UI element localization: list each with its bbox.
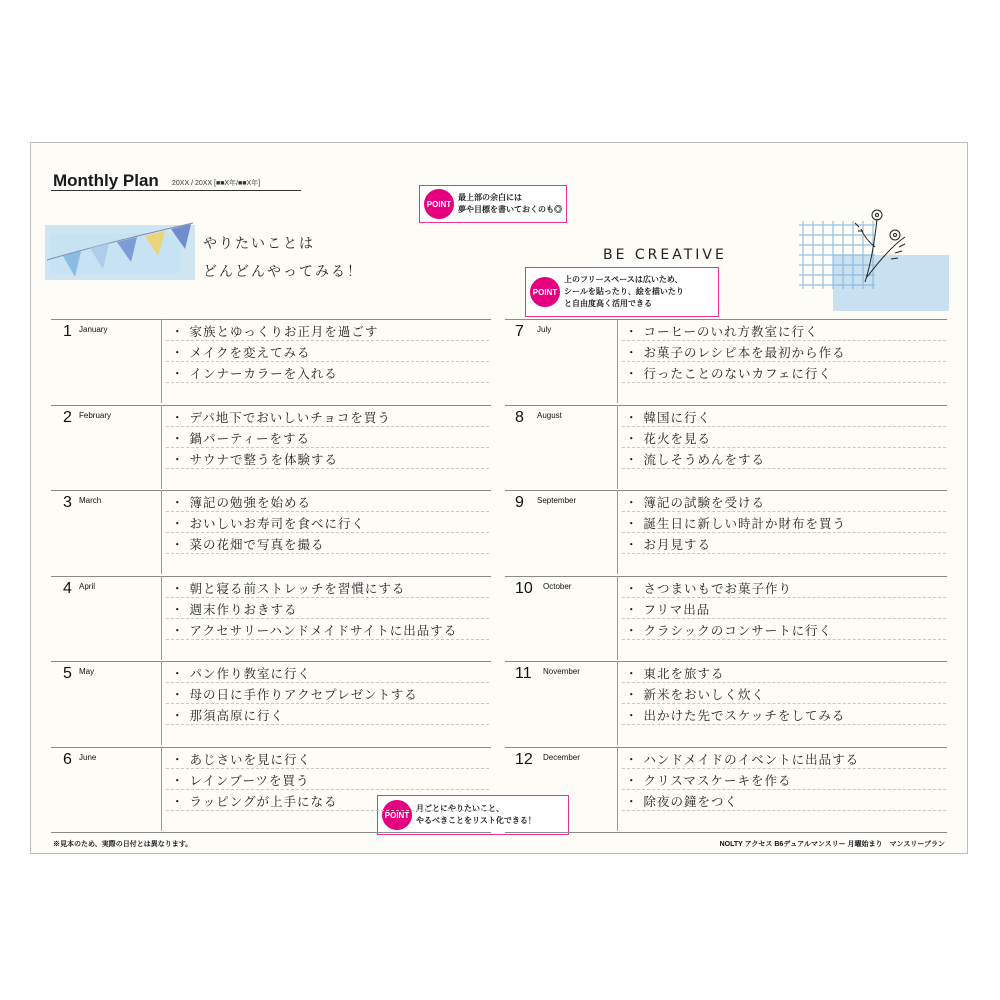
month-number: 4	[63, 579, 72, 597]
month-divider	[505, 490, 947, 491]
task-line	[166, 703, 489, 704]
month-number: 8	[515, 408, 524, 426]
point-callout-list	[377, 795, 569, 835]
task-item: ・ 除夜の鐘をつく	[625, 793, 738, 809]
month-name: April	[79, 581, 96, 591]
month-name: December	[543, 752, 580, 762]
planner-page	[30, 142, 968, 854]
task-item: ・ お菓子のレシピ本を最初から作る	[625, 345, 846, 360]
task-item: ・ あじさいを見に行く	[171, 751, 311, 767]
task-item: ・ お月見する	[625, 537, 711, 552]
point-badge: POINT	[530, 277, 560, 307]
task-item: ・ メイクを変えてみる	[171, 345, 311, 360]
task-line	[166, 553, 489, 554]
month-name: May	[79, 667, 95, 676]
month-divider	[505, 661, 947, 662]
task-line	[622, 447, 946, 448]
task-item: ・ 行ったことのないカフェに行く	[625, 366, 832, 381]
task-line	[166, 768, 489, 769]
month-column-divider	[617, 490, 618, 574]
month-divider	[505, 405, 947, 406]
task-item: ・ 出かけた先でスケッチをしてみる	[625, 708, 846, 723]
month-number: 7	[515, 323, 524, 340]
task-line	[622, 682, 946, 683]
month-divider	[51, 661, 491, 662]
month-column-divider	[161, 576, 162, 660]
flower-grid-illustration	[795, 207, 955, 317]
task-item: ・ 誕生日に新しい時計か財布を買う	[625, 516, 846, 531]
point-callout-top	[419, 185, 567, 223]
task-item: ・ 新米をおいしく炊く	[625, 687, 765, 702]
point-badge: POINT	[424, 189, 454, 219]
task-item: ・ デパ地下でおいしいチョコを買う	[171, 409, 391, 425]
task-line	[166, 810, 489, 811]
task-item: ・ 花火を見る	[625, 430, 711, 446]
month-column-divider	[161, 405, 162, 489]
creative-text: BE CREATIVE	[603, 247, 727, 263]
month-name: November	[543, 667, 580, 676]
month-number: 12	[515, 750, 533, 768]
month-name: July	[537, 325, 552, 334]
month-column-divider	[161, 747, 162, 831]
month-number: 9	[515, 494, 524, 511]
product-name: NOLTY アクセス B6デュアルマンスリー 月曜始まり マンスリープラン	[719, 841, 945, 848]
month-divider	[51, 747, 491, 748]
month-name: February	[79, 410, 112, 420]
month-name: March	[79, 496, 102, 505]
task-line	[166, 639, 489, 640]
task-line	[166, 724, 489, 725]
month-column-divider	[161, 661, 162, 745]
task-item: ・ インナーカラーを入れる	[171, 366, 338, 381]
month-divider	[51, 405, 491, 406]
month-column-divider	[617, 747, 618, 831]
title-underline	[51, 190, 301, 191]
task-item: ・ 東北を旅する	[625, 666, 725, 681]
task-item: ・ フリマ出品	[625, 601, 711, 617]
month-number: 2	[63, 408, 72, 426]
month-number: 11	[515, 665, 532, 682]
task-item: ・ ハンドメイドのイベントに出品する	[625, 751, 860, 767]
task-line	[622, 426, 946, 427]
task-line	[166, 447, 489, 448]
point-text-line: 月ごとにやりたいこと、	[416, 804, 504, 813]
task-line	[622, 361, 946, 362]
task-item: ・ 韓国に行く	[625, 409, 711, 425]
point-callout-free-space	[525, 267, 719, 317]
task-item: ・ さつまいもでお菓子作り	[625, 580, 792, 596]
year-label: 20XX / 20XX [■■X年/■■X年]	[172, 180, 261, 187]
point-text-line: 夢や目標を書いておくのも◎	[458, 205, 562, 214]
month-column-divider	[617, 405, 618, 489]
month-divider	[51, 576, 491, 577]
task-item: ・ アクセサリーハンドメイドサイトに出品する	[171, 622, 458, 638]
task-item: ・ 流しそうめんをする	[625, 451, 765, 467]
task-item: ・ 鍋パーティーをする	[171, 430, 310, 446]
task-line	[622, 511, 946, 512]
task-line	[622, 553, 946, 554]
month-name: January	[79, 325, 108, 334]
sample-note: ※見本のため、実際の日付とは異なります。	[53, 841, 193, 848]
month-number: 5	[63, 665, 72, 682]
month-number: 6	[63, 750, 72, 768]
month-divider	[51, 490, 491, 491]
task-line	[166, 511, 489, 512]
month-name: September	[537, 496, 577, 505]
task-item: ・ 菜の花畑で写真を撮る	[171, 537, 325, 552]
task-line	[622, 532, 946, 533]
month-name: August	[537, 410, 562, 420]
point-text-line: 最上部の余白には	[458, 193, 522, 202]
task-line	[622, 468, 946, 469]
bunting-illustration	[45, 215, 215, 295]
task-line	[622, 639, 946, 640]
task-item: ・ 那須高原に行く	[171, 708, 284, 723]
month-column-divider	[617, 576, 618, 660]
task-line	[622, 724, 946, 725]
month-number: 1	[63, 323, 72, 340]
task-item: ・ コーヒーのいれ方教室に行く	[625, 324, 819, 339]
month-divider	[51, 319, 491, 320]
point-text-line: やるべきことをリスト化できる！	[416, 816, 536, 825]
point-text-line: と自由度高く活用できる	[564, 299, 652, 308]
task-line	[622, 810, 946, 811]
task-line	[622, 340, 946, 341]
grid-bottom-rule	[505, 832, 947, 833]
month-column-divider	[617, 661, 618, 745]
task-item: ・ クリスマスケーキを作る	[625, 772, 792, 788]
task-line	[622, 597, 946, 598]
grid-bottom-rule	[51, 832, 491, 833]
task-item: ・ パン作り教室に行く	[171, 666, 311, 681]
task-line	[622, 382, 946, 383]
task-line	[622, 789, 946, 790]
page-title: Monthly Plan	[53, 171, 159, 190]
task-line	[622, 703, 946, 704]
task-line	[166, 532, 489, 533]
task-line	[166, 382, 489, 383]
month-number: 3	[63, 494, 72, 511]
task-item: ・ 家族とゆっくりお正月を過ごす	[171, 324, 379, 339]
task-line	[622, 618, 946, 619]
task-item: ・ 母の日に手作りアクセプレゼントする	[171, 687, 418, 702]
month-column-divider	[617, 319, 618, 403]
point-text-line: シールを貼ったり、絵を描いたり	[564, 287, 684, 296]
point-badge: POINT	[382, 800, 412, 830]
task-item: ・ 簿記の試験を受ける	[625, 495, 765, 510]
task-item: ・ クラシックのコンサートに行く	[625, 622, 833, 638]
month-divider	[505, 319, 947, 320]
task-line	[166, 682, 489, 683]
task-line	[166, 618, 489, 619]
task-item: ・ 週末作りおきする	[171, 601, 298, 617]
task-item: ・ おいしいお寿司を食べに行く	[171, 516, 365, 531]
free-space-line-2: どんどんやってみる！	[203, 264, 363, 280]
month-divider	[505, 747, 947, 748]
month-divider	[505, 576, 947, 577]
free-space-line-1: やりたいことは	[203, 236, 315, 252]
task-line	[166, 426, 489, 427]
task-line	[622, 768, 946, 769]
month-name: October	[543, 581, 572, 591]
month-number: 10	[515, 579, 533, 597]
task-line	[166, 468, 489, 469]
month-name: June	[79, 752, 97, 762]
task-line	[166, 597, 489, 598]
point-text-line: 上のフリースペースは広いため、	[564, 275, 683, 284]
task-line	[166, 340, 489, 341]
task-item: ・ レインブーツを買う	[171, 772, 310, 788]
task-item: ・ 朝と寝る前ストレッチを習慣にする	[171, 580, 406, 596]
task-line	[166, 789, 489, 790]
task-item: ・ サウナで整うを体験する	[171, 451, 338, 467]
task-item: ・ ラッピングが上手になる	[171, 793, 338, 809]
month-column-divider	[161, 319, 162, 403]
task-line	[166, 361, 489, 362]
task-item: ・ 簿記の勉強を始める	[171, 495, 311, 510]
month-column-divider	[161, 490, 162, 574]
